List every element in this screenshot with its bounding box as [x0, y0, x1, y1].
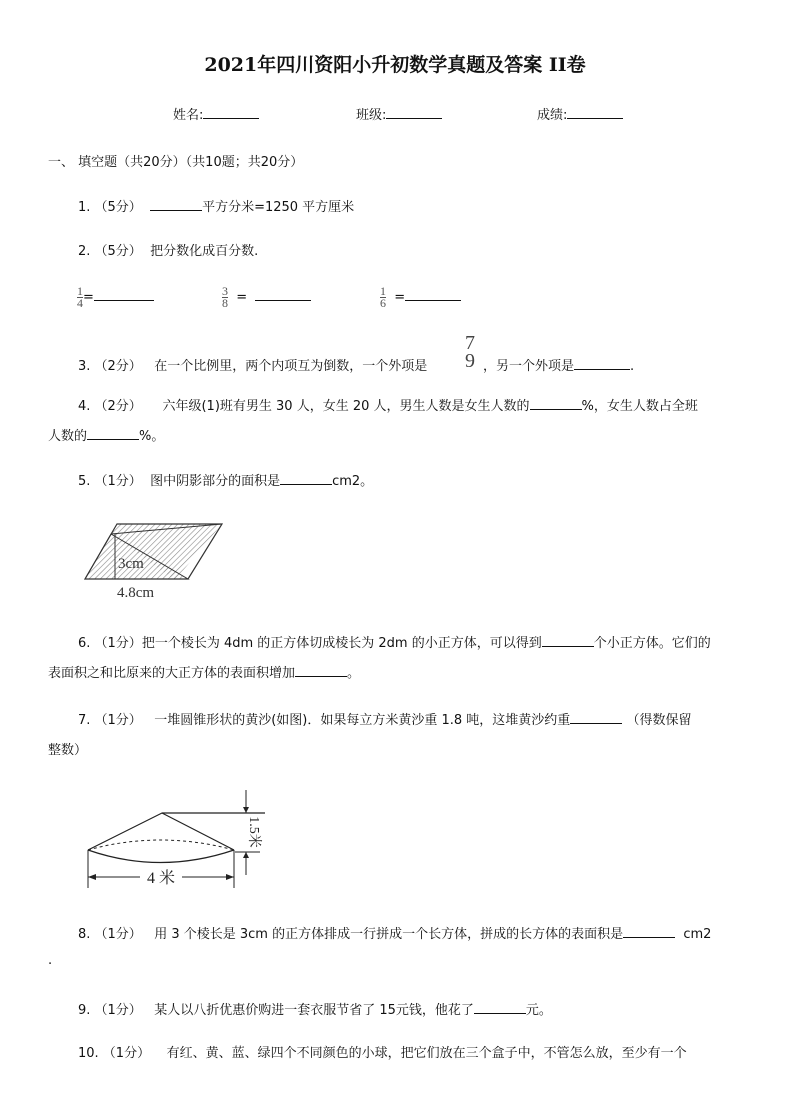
- score-label: 成绩:: [537, 108, 568, 123]
- question-6: [78, 632, 711, 651]
- class-field: [356, 104, 442, 123]
- q-text: 用 3 个棱长是 3cm 的正方体排成一行拼成一个长方体，拼成的长方体的表面积是: [154, 927, 624, 942]
- q-text: 六年级(1)班有男生 30 人，女生 20 人，男生人数是女生人数的: [162, 399, 530, 414]
- section-heading: 一、 填空题（共20分）（共10题；共20分）: [48, 155, 304, 170]
- height-label: 3cm: [118, 556, 144, 572]
- answer-blank[interactable]: [474, 1001, 526, 1014]
- q-num: 9. （1分）: [78, 1003, 142, 1018]
- q-text: 在一个比例里，两个内项互为倒数，一个外项是: [154, 359, 428, 374]
- q-text: %，女生人数占全班: [581, 399, 698, 414]
- q-text: ，另一个外项是: [483, 359, 575, 374]
- q-num: 3. （2分）: [78, 359, 142, 374]
- q-num: 2. （5分）: [78, 244, 142, 259]
- question-3-cont: [483, 355, 634, 374]
- equals: =: [236, 290, 248, 305]
- class-blank[interactable]: [386, 106, 442, 119]
- denominator: 9: [465, 350, 475, 372]
- fraction: [380, 286, 386, 309]
- question-7: [78, 709, 691, 728]
- q-num: 6. （1分）: [78, 636, 142, 651]
- denominator: 8: [222, 296, 228, 310]
- equals: =: [83, 290, 94, 305]
- q-text: 个小正方体。它们的: [593, 636, 711, 651]
- q-text: 人数的: [48, 429, 88, 444]
- question-3: [78, 355, 436, 374]
- numerator: 7: [465, 332, 475, 354]
- question-5: [78, 470, 373, 489]
- q-num: 5. （1分）: [78, 474, 142, 489]
- answer-blank[interactable]: [570, 711, 622, 724]
- question-10: [78, 1042, 687, 1061]
- q-text: （得数保留: [626, 713, 692, 728]
- question-8: [78, 923, 711, 942]
- q-text: %。: [139, 429, 165, 444]
- numerator: 1: [77, 284, 83, 298]
- equals: =: [394, 290, 406, 305]
- answer-blank[interactable]: [280, 472, 332, 485]
- q-text: 平方分米=1250 平方厘米: [202, 200, 355, 215]
- denominator: 6: [380, 296, 386, 310]
- height-label: 1.5米: [246, 816, 261, 848]
- answer-blank[interactable]: [405, 288, 461, 301]
- q-text: 有红、黄、蓝、绿四个不同颜色的小球，把它们放在三个盒子中，不管怎么放，至少有一个: [166, 1046, 687, 1061]
- question-1: [78, 196, 354, 215]
- q-text: 表面积之和比原来的大正方体的表面积增加: [48, 666, 296, 681]
- unit: cm2: [683, 927, 712, 942]
- q-end: .: [630, 359, 635, 374]
- q-end: 。: [347, 666, 361, 681]
- name-field: [173, 104, 259, 123]
- answer-blank[interactable]: [255, 288, 311, 301]
- answer-blank[interactable]: [94, 288, 154, 301]
- q-num: 8. （1分）: [78, 927, 142, 942]
- question-6-line2: [48, 662, 360, 681]
- fraction-3: [380, 286, 461, 309]
- diameter-label: 4 米: [146, 870, 176, 887]
- name-label: 姓名:: [173, 108, 204, 123]
- answer-blank[interactable]: [295, 664, 347, 677]
- q-text: 图中阴影部分的面积是: [150, 474, 281, 489]
- score-field: [537, 104, 623, 123]
- q-num: 10. （1分）: [78, 1046, 151, 1061]
- question-2: [78, 240, 258, 259]
- unit: cm2。: [332, 474, 374, 489]
- fraction-2: [222, 286, 311, 309]
- answer-blank[interactable]: [623, 925, 675, 938]
- q-text: 某人以八折优惠价购进一套衣服节省了 15元钱，他花了: [154, 1003, 474, 1018]
- question-7-line2: 整数）: [48, 743, 88, 758]
- q-num: 1. （5分）: [78, 200, 142, 215]
- answer-blank[interactable]: [87, 427, 139, 440]
- answer-blank[interactable]: [542, 634, 594, 647]
- q-text: 把一个棱长为 4dm 的正方体切成棱长为 2dm 的小正方体，可以得到: [141, 636, 542, 651]
- name-blank[interactable]: [203, 106, 259, 119]
- cone-figure: [60, 780, 280, 900]
- fraction-7-9: [465, 334, 475, 370]
- question-4: [78, 395, 698, 414]
- q-end: 元。: [525, 1003, 552, 1018]
- parallelogram-figure: [60, 500, 260, 610]
- question-4-line2: [48, 425, 164, 444]
- base-label: 4.8cm: [117, 585, 155, 601]
- denominator: 4: [77, 296, 83, 310]
- question-9: [78, 999, 552, 1018]
- answer-blank[interactable]: [530, 397, 582, 410]
- q-text: 把分数化成百分数.: [150, 244, 259, 259]
- q-text: 一堆圆锥形状的黄沙(如图)．如果每立方米黄沙重 1.8 吨，这堆黄沙约重: [154, 713, 571, 728]
- numerator: 3: [222, 284, 228, 298]
- q-num: 4. （2分）: [78, 399, 142, 414]
- answer-blank[interactable]: [150, 198, 202, 211]
- q-num: 7. （1分）: [78, 713, 142, 728]
- score-blank[interactable]: [567, 106, 623, 119]
- numerator: 1: [380, 284, 386, 298]
- class-label: 班级:: [356, 108, 387, 123]
- question-8-line2: .: [48, 953, 53, 968]
- page-title: 2021年四川资阳小升初数学真题及答案 II卷: [204, 54, 586, 76]
- fraction-1: [77, 286, 154, 309]
- answer-blank[interactable]: [574, 357, 630, 370]
- fraction: [222, 286, 228, 309]
